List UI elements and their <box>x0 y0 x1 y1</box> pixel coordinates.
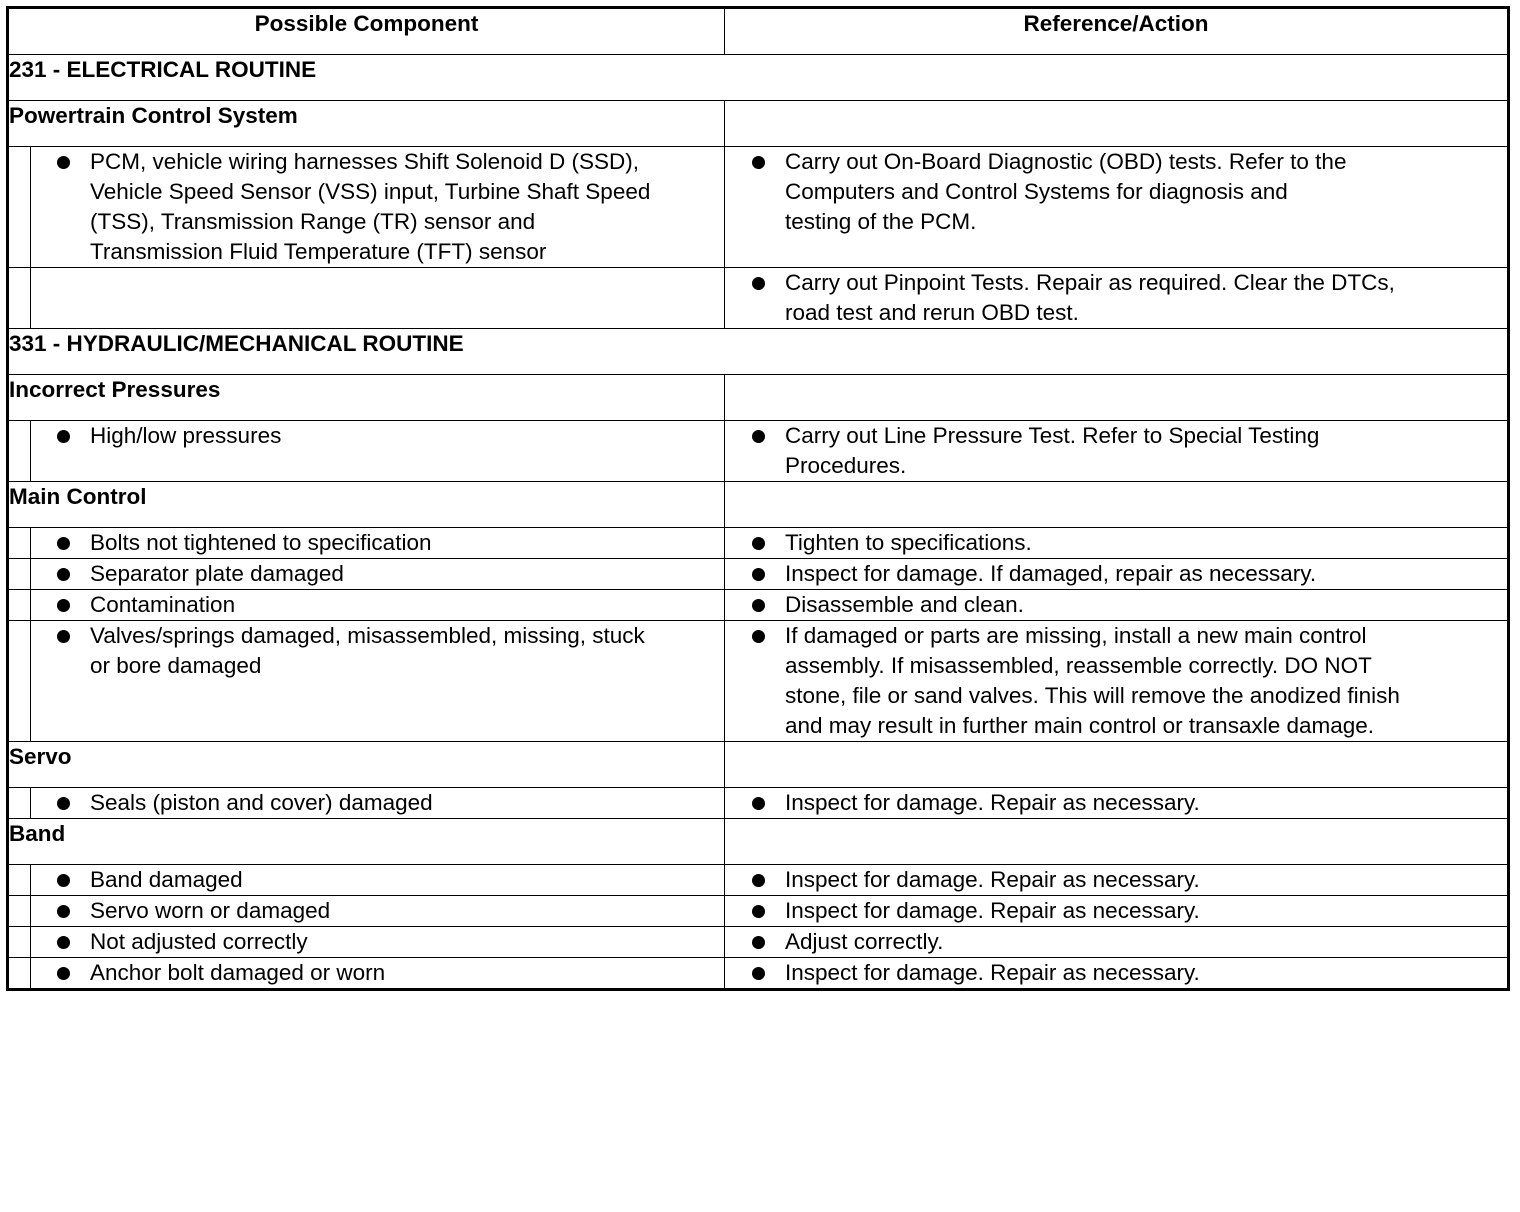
bullet-icon <box>752 430 765 443</box>
bullet-line <box>31 528 724 558</box>
table-row <box>8 268 1509 329</box>
bullet-line <box>725 147 1507 237</box>
component-cell <box>31 147 725 268</box>
component-cell <box>31 590 725 621</box>
table-row <box>8 927 1509 958</box>
action-cell-text: Inspect for damage. Repair as necessary. <box>785 898 1200 923</box>
bullet-line <box>725 927 1507 957</box>
bullet-line <box>725 865 1507 895</box>
component-cell <box>31 958 725 990</box>
bullet-line <box>725 421 1507 481</box>
action-cell <box>725 421 1509 482</box>
action-cell <box>725 528 1509 559</box>
bullet-icon <box>57 599 70 612</box>
group-header-row <box>8 101 1509 147</box>
group-header-row <box>8 819 1509 865</box>
action-cell <box>725 590 1509 621</box>
indent-cell <box>8 528 31 559</box>
indent-cell <box>8 865 31 896</box>
component-cell-text: Band damaged <box>90 867 243 892</box>
indent-cell <box>8 147 31 268</box>
component-cell-text: Seals (piston and cover) damaged <box>90 790 433 815</box>
action-cell <box>725 865 1509 896</box>
table-row <box>8 788 1509 819</box>
component-cell-text: PCM, vehicle wiring harnesses Shift Solenoid D (SSD), Vehicle Speed Sensor (VSS) input, Turbine Shaft Speed (TSS), Transmission Range (TR) sensor and Transmission Fluid Temperature (TFT) sensor <box>90 149 651 264</box>
component-cell-text: Anchor bolt damaged or worn <box>90 960 386 985</box>
section-header-row <box>8 329 1509 375</box>
bullet-icon <box>57 797 70 810</box>
component-cell <box>31 528 725 559</box>
indent-cell <box>8 421 31 482</box>
bullet-icon <box>57 568 70 581</box>
component-cell-text: Not adjusted correctly <box>90 929 308 954</box>
table-row <box>8 865 1509 896</box>
bullet-line <box>725 896 1507 926</box>
bullet-icon <box>752 874 765 887</box>
group-reference-empty <box>725 101 1509 147</box>
bullet-icon <box>752 156 765 169</box>
group-label: Incorrect Pressures <box>8 375 725 421</box>
indent-cell <box>8 621 31 742</box>
bullet-icon <box>57 874 70 887</box>
bullet-line <box>31 421 724 451</box>
bullet-icon <box>752 967 765 980</box>
bullet-line <box>31 621 724 681</box>
indent-cell <box>8 896 31 927</box>
table-row <box>8 896 1509 927</box>
component-cell <box>31 865 725 896</box>
action-cell-text: Inspect for damage. If damaged, repair as necessary. <box>785 561 1317 586</box>
bullet-line <box>725 788 1507 818</box>
action-cell-text: Carry out On-Board Diagnostic (OBD) tests. Refer to the Computers and Control Systems for diagnosis and testing of the PCM. <box>785 149 1347 234</box>
bullet-icon <box>57 967 70 980</box>
bullet-line <box>725 559 1507 589</box>
group-header-row <box>8 742 1509 788</box>
table-row <box>8 621 1509 742</box>
action-cell <box>725 559 1509 590</box>
group-label: Powertrain Control System <box>8 101 725 147</box>
bullet-line <box>725 528 1507 558</box>
bullet-line <box>31 590 724 620</box>
header-reference-action: Reference/Action <box>725 8 1509 55</box>
header-possible-component: Possible Component <box>8 8 725 55</box>
component-cell-empty <box>31 268 725 329</box>
indent-cell <box>8 927 31 958</box>
action-cell <box>725 621 1509 742</box>
group-reference-empty <box>725 742 1509 788</box>
indent-cell <box>8 788 31 819</box>
component-cell <box>31 621 725 742</box>
bullet-icon <box>752 630 765 643</box>
group-label: Servo <box>8 742 725 788</box>
bullet-icon <box>752 797 765 810</box>
action-cell-text: Carry out Line Pressure Test. Refer to Special Testing Procedures. <box>785 423 1320 478</box>
action-cell <box>725 268 1509 329</box>
action-cell <box>725 958 1509 990</box>
indent-cell <box>8 590 31 621</box>
component-cell-text: High/low pressures <box>90 423 282 448</box>
bullet-icon <box>752 936 765 949</box>
bullet-icon <box>57 630 70 643</box>
action-cell-text: Carry out Pinpoint Tests. Repair as required. Clear the DTCs, road test and rerun OBD test. <box>785 270 1395 325</box>
action-cell-text: Inspect for damage. Repair as necessary. <box>785 867 1200 892</box>
bullet-line <box>31 865 724 895</box>
group-header-row <box>8 482 1509 528</box>
action-cell <box>725 896 1509 927</box>
diagnosis-table <box>6 6 1510 991</box>
action-cell-text: Disassemble and clean. <box>785 592 1024 617</box>
diagnosis-table-body <box>8 8 1509 990</box>
bullet-line <box>31 927 724 957</box>
group-label: Main Control <box>8 482 725 528</box>
table-row <box>8 590 1509 621</box>
component-cell <box>31 788 725 819</box>
action-cell <box>725 927 1509 958</box>
group-reference-empty <box>725 819 1509 865</box>
bullet-line <box>31 896 724 926</box>
bullet-line <box>725 958 1507 988</box>
bullet-line <box>725 621 1507 741</box>
component-cell-text: Separator plate damaged <box>90 561 344 586</box>
table-row <box>8 528 1509 559</box>
action-cell <box>725 147 1509 268</box>
table-row <box>8 421 1509 482</box>
bullet-icon <box>57 905 70 918</box>
component-cell-text: Servo worn or damaged <box>90 898 331 923</box>
action-cell-text: Adjust correctly. <box>785 929 944 954</box>
action-cell-text: Tighten to specifications. <box>785 530 1032 555</box>
action-cell-text: If damaged or parts are missing, install a new main control assembly. If misassembled, reassemble correctly. DO NOT stone, file or sand valves. This will remove the anodized finish and may result in further main control or transaxle damage. <box>785 623 1400 738</box>
bullet-icon <box>57 430 70 443</box>
component-cell <box>31 421 725 482</box>
table-header-row <box>8 8 1509 55</box>
action-cell-text: Inspect for damage. Repair as necessary. <box>785 960 1200 985</box>
group-label: Band <box>8 819 725 865</box>
section-header-row <box>8 55 1509 101</box>
group-header-row <box>8 375 1509 421</box>
table-row <box>8 147 1509 268</box>
component-cell <box>31 896 725 927</box>
component-cell <box>31 559 725 590</box>
component-cell <box>31 927 725 958</box>
bullet-line <box>31 559 724 589</box>
action-cell <box>725 788 1509 819</box>
bullet-line <box>725 590 1507 620</box>
table-row <box>8 958 1509 990</box>
indent-cell <box>8 268 31 329</box>
component-cell-text: Contamination <box>90 592 236 617</box>
table-row <box>8 559 1509 590</box>
bullet-line <box>31 958 724 988</box>
bullet-icon <box>752 599 765 612</box>
group-reference-empty <box>725 375 1509 421</box>
bullet-line <box>725 268 1507 328</box>
bullet-icon <box>57 537 70 550</box>
bullet-icon <box>57 156 70 169</box>
indent-cell <box>8 559 31 590</box>
component-cell-text: Valves/springs damaged, misassembled, missing, stuck or bore damaged <box>90 623 645 678</box>
action-cell-text: Inspect for damage. Repair as necessary. <box>785 790 1200 815</box>
bullet-line <box>31 788 724 818</box>
bullet-icon <box>752 905 765 918</box>
section-title: 331 - HYDRAULIC/MECHANICAL ROUTINE <box>8 329 1509 375</box>
section-title: 231 - ELECTRICAL ROUTINE <box>8 55 1509 101</box>
bullet-icon <box>752 277 765 290</box>
indent-cell <box>8 958 31 990</box>
bullet-icon <box>752 568 765 581</box>
bullet-line <box>31 147 724 267</box>
component-cell-text: Bolts not tightened to specification <box>90 530 432 555</box>
bullet-icon <box>752 537 765 550</box>
bullet-icon <box>57 936 70 949</box>
group-reference-empty <box>725 482 1509 528</box>
